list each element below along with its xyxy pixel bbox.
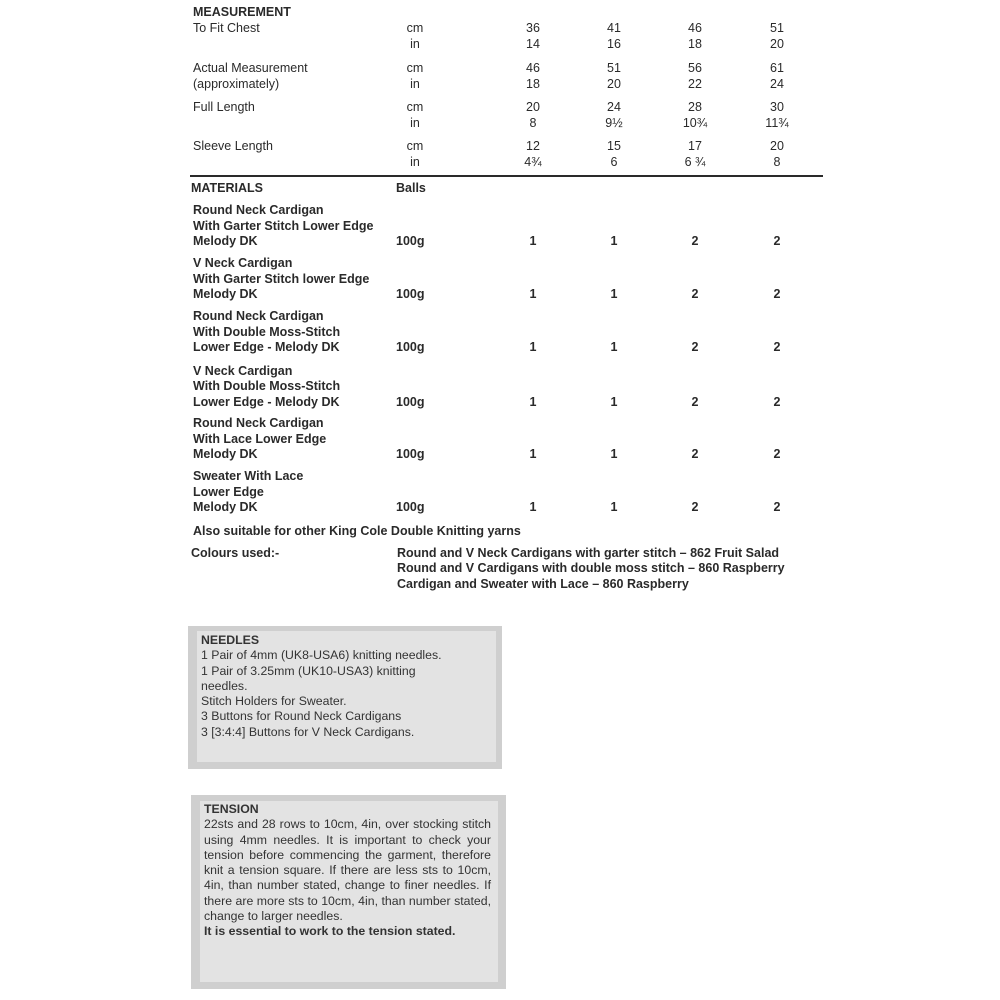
material-name: Round Neck Cardigan [193, 309, 324, 323]
material-name: With Double Moss-Stitch [193, 379, 341, 393]
material-name: Lower Edge - Melody DK [193, 340, 340, 354]
ball-count: 1 [610, 500, 618, 514]
size-value: 46 [688, 21, 702, 35]
measurement-label: To Fit Chest [193, 21, 260, 35]
section-divider [190, 175, 823, 177]
size-value: 51 [770, 21, 784, 35]
ball-count: 2 [773, 447, 781, 461]
ball-weight: 100g [396, 395, 425, 409]
ball-count: 1 [529, 500, 537, 514]
size-value: 51 [607, 61, 621, 75]
size-value: 12 [526, 139, 540, 153]
material-name: Round Neck Cardigan [193, 203, 324, 217]
ball-count: 2 [773, 287, 781, 301]
size-value: 24 [770, 77, 784, 91]
ball-count: 1 [529, 340, 537, 354]
size-value: 46 [526, 61, 540, 75]
ball-count: 1 [529, 447, 537, 461]
material-name: Melody DK [193, 447, 258, 461]
ball-weight: 100g [396, 447, 425, 461]
ball-count: 1 [610, 234, 618, 248]
ball-count: 1 [529, 395, 537, 409]
size-value: 11¾ [765, 116, 789, 130]
size-value: 28 [688, 100, 702, 114]
size-value: 20 [526, 100, 540, 114]
ball-weight: 100g [396, 500, 425, 514]
material-name: With Double Moss-Stitch [193, 325, 341, 339]
material-name: Lower Edge - Melody DK [193, 395, 340, 409]
needles-line: 1 Pair of 4mm (UK8-USA6) knitting needles. [201, 648, 442, 663]
ball-count: 2 [691, 287, 699, 301]
size-value: 6 ¾ [684, 155, 706, 169]
size-value: 10¾ [682, 116, 708, 130]
ball-weight: 100g [396, 234, 425, 248]
measurement-label-note: (approximately) [193, 77, 280, 91]
yarn-suitability-note: Also suitable for other King Cole Double Knitting yarns [193, 524, 521, 538]
materials-heading: MATERIALS [191, 181, 263, 195]
measurement-label: Full Length [193, 100, 255, 114]
size-value: 15 [607, 139, 621, 153]
size-value: 20 [770, 37, 784, 51]
ball-weight: 100g [396, 340, 425, 354]
material-name: Melody DK [193, 287, 258, 301]
size-value: 8 [773, 155, 781, 169]
unit-in: in [410, 116, 420, 130]
size-value: 9½ [605, 116, 623, 130]
colour-line: Round and V Cardigans with double moss stitch – 860 Raspberry [397, 561, 785, 575]
needles-line: Stitch Holders for Sweater. [201, 694, 347, 709]
ball-count: 1 [529, 287, 537, 301]
unit-cm: cm [406, 61, 424, 75]
size-value: 22 [688, 77, 702, 91]
ball-count: 2 [773, 340, 781, 354]
material-name: V Neck Cardigan [193, 256, 293, 270]
material-name: Round Neck Cardigan [193, 416, 324, 430]
ball-count: 2 [691, 234, 699, 248]
needles-line: needles. [201, 678, 248, 693]
size-value: 20 [607, 77, 621, 91]
ball-count: 2 [691, 340, 699, 354]
size-value: 56 [688, 61, 702, 75]
unit-cm: cm [406, 100, 424, 114]
size-value: 20 [770, 139, 784, 153]
tension-emphasis: It is essential to work to the tension stated. [204, 924, 456, 939]
unit-in: in [410, 77, 420, 91]
size-value: 16 [607, 37, 621, 51]
ball-count: 2 [773, 234, 781, 248]
material-name: With Lace Lower Edge [193, 432, 327, 446]
size-value: 36 [526, 21, 540, 35]
size-value: 4¾ [524, 155, 542, 169]
ball-count: 1 [529, 234, 537, 248]
needles-heading: NEEDLES [201, 633, 260, 647]
material-name: Sweater With Lace [193, 469, 304, 483]
ball-count: 1 [610, 287, 618, 301]
needles-box [188, 626, 502, 769]
size-value: 30 [770, 100, 784, 114]
tension-heading: TENSION [204, 802, 259, 816]
tension-box [191, 795, 506, 989]
ball-count: 1 [610, 340, 618, 354]
material-name: Lower Edge [193, 485, 264, 499]
unit-in: in [410, 37, 420, 51]
ball-count: 1 [610, 447, 618, 461]
size-value: 41 [607, 21, 621, 35]
unit-cm: cm [406, 21, 424, 35]
ball-count: 2 [773, 500, 781, 514]
measurement-label: Sleeve Length [193, 139, 273, 153]
colour-line: Cardigan and Sweater with Lace – 860 Raspberry [397, 577, 689, 591]
ball-count: 2 [691, 500, 699, 514]
balls-label: Balls [396, 181, 426, 195]
material-name: With Garter Stitch lower Edge [193, 272, 370, 286]
size-value: 6 [610, 155, 618, 169]
colours-label: Colours used:- [191, 546, 280, 560]
tension-body: 22sts and 28 rows to 10cm, 4in, over stocking stitch using 4mm needles. It is important to check your tension before commencing the garment, therefore knit a tension square. If there are less sts to 10cm, 4in, than number stated, change to finer needles. If there are more sts to 10cm, 4in, than number stated, change to larger needles. [204, 817, 491, 924]
material-name: With Garter Stitch Lower Edge [193, 219, 374, 233]
ball-count: 2 [691, 395, 699, 409]
material-name: Melody DK [193, 500, 258, 514]
needles-line: 3 Buttons for Round Neck Cardigans [201, 709, 402, 724]
ball-count: 1 [610, 395, 618, 409]
colour-line: Round and V Neck Cardigans with garter stitch – 862 Fruit Salad [397, 546, 780, 560]
ball-count: 2 [773, 395, 781, 409]
size-value: 18 [526, 77, 540, 91]
unit-in: in [410, 155, 420, 169]
needles-line: 3 [3:4:4] Buttons for V Neck Cardigans. [201, 724, 415, 739]
size-value: 18 [688, 37, 702, 51]
size-value: 24 [607, 100, 621, 114]
size-value: 61 [770, 61, 784, 75]
measurement-heading: MEASUREMENT [193, 5, 291, 19]
needles-line: 1 Pair of 3.25mm (UK10-USA3) knitting [201, 663, 416, 678]
material-name: Melody DK [193, 234, 258, 248]
size-value: 14 [526, 37, 540, 51]
unit-cm: cm [406, 139, 424, 153]
size-value: 17 [688, 139, 702, 153]
size-value: 8 [529, 116, 537, 130]
measurement-label: Actual Measurement [193, 61, 308, 75]
material-name: V Neck Cardigan [193, 364, 293, 378]
ball-count: 2 [691, 447, 699, 461]
ball-weight: 100g [396, 287, 425, 301]
